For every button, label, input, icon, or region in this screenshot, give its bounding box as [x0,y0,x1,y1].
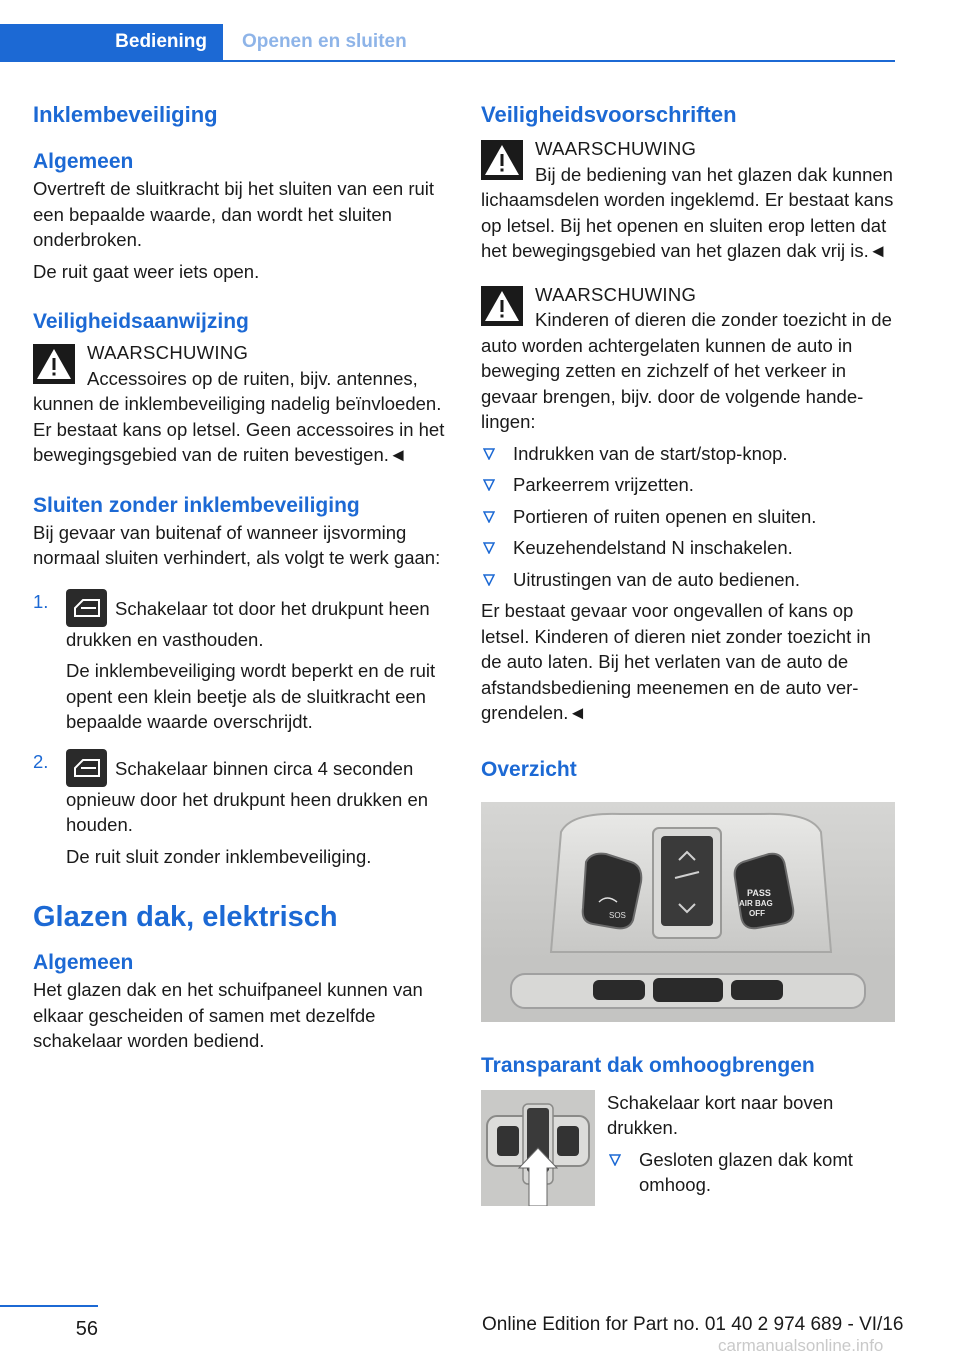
footer-rule [0,1305,98,1307]
tab-openen-en-sluiten[interactable]: Openen en sluiten [242,31,407,52]
list-item: Parkeerrem vrijzetten. [481,472,895,498]
warning-triangle-icon [481,140,523,180]
warning-triangle-icon [33,344,75,384]
heading-overzicht: Overzicht [481,757,577,781]
svg-text:OFF: OFF [749,908,765,918]
window-switch-icon [66,749,107,787]
tab-bediening[interactable]: Bediening [0,24,223,60]
warning-block [481,282,895,435]
step-item [33,589,451,735]
triangle-bullet-icon [483,542,495,554]
chapter-header [0,24,895,62]
warning-triangle-icon [481,286,523,326]
roof-switch-photo [481,1090,595,1206]
bullet-list [481,441,895,593]
watermark: carmanualsonline.info [718,1336,884,1355]
warning-block [33,340,451,468]
steps-list [33,589,451,870]
warning-title: WAARSCHUWING [535,138,697,159]
warning-text: Bij de bediening van het glazen dak kunnen lichaamsdelen worden ingeklemd. Er bestaat kans op letsel. Bij het openen en sluiten erop letten dat het bewegingsgebied van het glazen dak vrij is.◄ [481,163,894,261]
paragraph-transparant: Schakelaar kort naar boven drukken. [607,1091,834,1138]
list-item: Gesloten glazen dak komt omhoog. [607,1147,895,1198]
warning-block [481,136,895,264]
step-item [33,749,451,870]
paragraph-ruit-open: De ruit gaat weer iets open. [33,260,260,282]
heading-veiligheidsaanwijzing: Veiligheidsaanwijzing [33,310,249,333]
paragraph-sluiten: Bij gevaar van buitenaf of wanneer ijsvorming normaal sluiten verhindert, als volgt te werk gaan: [33,521,441,568]
list-item: Uitrustingen van de auto bedienen. [481,567,895,593]
warning-text: Kinderen of dieren die zonder toezicht in de auto worden achtergelaten kunnen de auto in beweging zetten en zichzelf of het verkeer in gevaar brengen, bijv. door de volgende handelingen: [481,309,892,432]
triangle-bullet-icon [483,479,495,491]
bullet-list-transparant [607,1147,895,1198]
heading-inklembeveiliging: Inklembeveiliging [33,102,218,127]
warning-text: Accessoires op de ruiten, bijv. antennes, kunnen de inklembeveiliging nadelig beïnvloeden. Er bestaat kans op letsel. Geen accessoires in het bewegingsgebied van de ruiten bevestigen.◄ [33,367,445,465]
transparant-section [481,1090,895,1210]
paragraph-gevaar: Er bestaat gevaar voor ongevallen of kans op letsel. Kinderen of dieren niet zonder toezicht in de auto laten. Bij het verlaten van de auto de afstandsbediening meenemen en de auto vergrendelen.◄ [481,600,871,723]
page-number: 56 [75,1318,98,1340]
step-subtext: De ruit sluit zonder inklembeveiliging. [66,845,372,867]
step-number: 1. [33,590,49,612]
list-item: Portieren of ruiten openen en sluiten. [481,504,895,530]
list-item: Indrukken van de start/stop-knop. [481,441,895,467]
step-text: Schakelaar binnen circa 4 seconden opnieuw door het drukpunt heen drukken en houden. [66,757,429,835]
heading-glazen-dak: Glazen dak, elektrisch [33,901,338,933]
edition-text: Online Edition for Part no. 01 40 2 974 689 - VI/16 [482,1314,904,1335]
svg-text:SOS: SOS [609,910,626,920]
triangle-bullet-icon [483,574,495,586]
svg-text:AIR BAG: AIR BAG [739,898,773,908]
right-column [481,100,895,1210]
window-switch-icon [66,589,107,627]
heading-algemeen: Algemeen [33,150,134,173]
step-text: Schakelaar tot door het drukpunt heen drukken en vasthouden. [66,597,430,650]
heading-transparant-dak: Transparant dak omhoogbrengen [481,1053,815,1077]
paragraph-glazen-dak: Het glazen dak en het schuifpaneel kunnen van elkaar gescheiden of samen met dezelfde schakelaar worden bediend. [33,979,423,1051]
triangle-bullet-icon [483,511,495,523]
paragraph-algemeen: Overtreft de sluitkracht bij het sluiten van een ruit een bepaalde waarde, dan wordt het sluiten onderbroken. [33,178,435,250]
svg-text:PASS: PASS [747,887,771,898]
left-column [33,100,451,1054]
warning-title: WAARSCHUWING [535,283,697,305]
triangle-bullet-icon [609,1154,621,1166]
warning-title: WAARSCHUWING [87,342,249,363]
step-number: 2. [33,750,49,772]
list-item: Keuzehendelstand N inschakelen. [481,535,895,561]
step-subtext: De inklembeveiliging wordt beperkt en de ruit opent een klein beetje als de sluitkracht een bepaalde waarde overschrijdt. [66,660,436,732]
heading-sluiten-zonder: Sluiten zonder inklembeveiliging [33,493,360,517]
overhead-console-photo [481,802,895,1022]
heading-algemeen-2: Algemeen [33,951,134,974]
heading-veiligheidsvoorschriften: Veiligheidsvoorschriften [481,102,737,127]
triangle-bullet-icon [483,448,495,460]
